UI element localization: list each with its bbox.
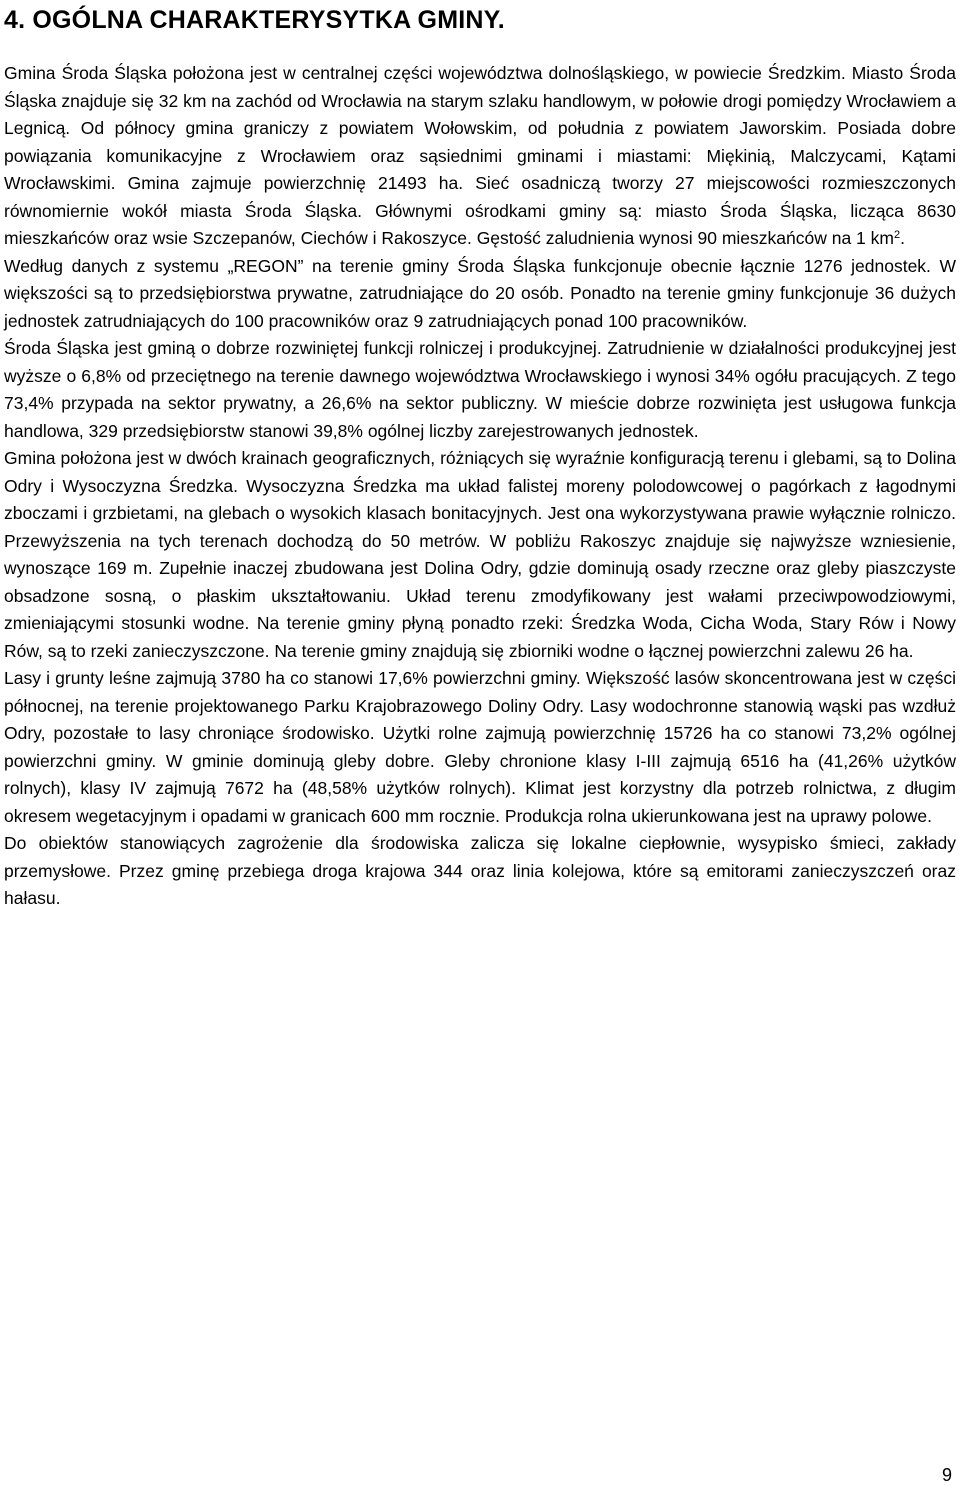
paragraph-6: Do obiektów stanowiących zagrożenie dla środowiska zalicza się lokalne ciepłownie, wysypisko śmieci, zakłady przemysłowe. Przez gminę przebiega droga krajowa 344 oraz linia kolejowa, które są emitorami zanieczyszczeń oraz hałasu. xyxy=(4,833,956,908)
paragraph-1 xyxy=(4,60,956,253)
paragraph-1-suffix: . xyxy=(900,228,905,248)
body-text xyxy=(4,60,956,913)
paragraph-4: Gmina położona jest w dwóch krainach geograficznych, różniących się wyraźnie konfiguracją terenu i glebami, są to Dolina Odry i Wysoczyzna Średzka. Wysoczyzna Średzka ma układ falistej moreny polodowcowej o pagórkach z łagodnymi zboczami i grzbietami, na glebach o wysokich klasach bonitacyjnych. Jest ona wykorzystywana prawie wyłącznie rolniczo. Przewyższenia na tych terenach dochodzą do 50 metrów. W pobliżu Rakoszyc znajduje się najwyższe wzniesienie, wynoszące 169 m. Zupełnie inaczej zbudowana jest Dolina Odry, gdzie dominują osady rzeczne oraz gleby piaszczyste obsadzone sosną, o płaskim ukształtowaniu. Układ terenu zmodyfikowany jest wałami przeciwpowodziowymi, zmieniającymi stosunki wodne. Na terenie gminy płyną ponadto rzeki: Średzka Woda, Cicha Woda, Stary Rów i Nowy Rów, są to rzeki zanieczyszczone. Na terenie gminy znajdują się zbiorniki wodne o łącznej powierzchni zalewu 26 ha. xyxy=(4,448,956,661)
paragraph-2: Według danych z systemu „REGON” na terenie gminy Środa Śląska funkcjonuje obecnie łącznie 1276 jednostek. W większości są to przedsiębiorstwa prywatne, zatrudniające do 20 osób. Ponadto na terenie gminy funkcjonuje 36 dużych jednostek zatrudniających do 100 pracowników oraz 9 zatrudniających ponad 100 pracowników. xyxy=(4,255,956,331)
km2-superscript: 2 xyxy=(893,229,901,241)
paragraph-1-text: Gmina Środa Śląska położona jest w centralnej części województwa dolnośląskiego, w powiecie Średzkim. Miasto Środa Śląska znajduje się 32 km na zachód od Wrocławia na starym szlaku handlowym, w połowie drogi pomiędzy Wrocławiem a Legnicą. Od północy gmina graniczy z powiatem Wołowskim, od południa z powiatem Jaworskim. Posiada dobre powiązania komunikacyjne z Wrocławiem oraz sąsiednimi gminami i miastami: Miękinią, Malczycami, Kątami Wrocławskimi. Gmina zajmuje powierzchnię 21493 ha. Sieć osadniczą tworzy 27 miejscowości rozmieszczonych równomiernie wokół miasta Środa Śląska. Głównymi ośrodkami gminy są: miasto Środa Śląska, licząca 8630 mieszkańców oraz wsie Szczepanów, Ciechów i Rakoszyce. Gęstość zaludnienia wynosi 90 mieszkańców na 1 km xyxy=(4,63,956,248)
page-number: 9 xyxy=(941,1465,952,1485)
paragraph-5: Lasy i grunty leśne zajmują 3780 ha co stanowi 17,6% powierzchni gminy. Większość lasów skoncentrowana jest w części północnej, na terenie projektowanego Parku Krajobrazowego Doliny Odry. Lasy wodochronne stanowią wąski pas wzdłuż Odry, pozostałe to lasy chroniące środowisko. Użytki rolne zajmują powierzchnię 15726 ha co stanowi 73,2% ogólnej powierzchni gminy. W gminie dominują gleby dobre. Gleby chronione klasy I-III zajmują 6516 ha (41,26% użytków rolnych), klasy IV zajmują 7672 ha (48,58% użytków rolnych). Klimat jest korzystny dla potrzeb rolnictwa, z długim okresem wegetacyjnym i opadami w granicach 600 mm rocznie. Produkcja rolna ukierunkowana jest na uprawy polowe. xyxy=(4,668,956,826)
paragraph-3: Środa Śląska jest gminą o dobrze rozwiniętej funkcji rolniczej i produkcyjnej. Zatrudnienie w działalności produkcyjnej jest wyższe o 6,8% od przeciętnego na terenie dawnego województwa Wrocławskiego i wynosi 34% ogółu pracujących. Z tego 73,4% przypada na sektor prywatny, a 26,6% na sektor publiczny. W mieście dobrze rozwinięta jest usługowa funkcja handlowa, 329 przedsiębiorstw stanowi 39,8% ogólnej liczby zarejestrowanych jednostek. xyxy=(4,338,956,441)
section-heading: 4. OGÓLNA CHARAKTERYSYTKA GMINY. xyxy=(4,6,505,34)
